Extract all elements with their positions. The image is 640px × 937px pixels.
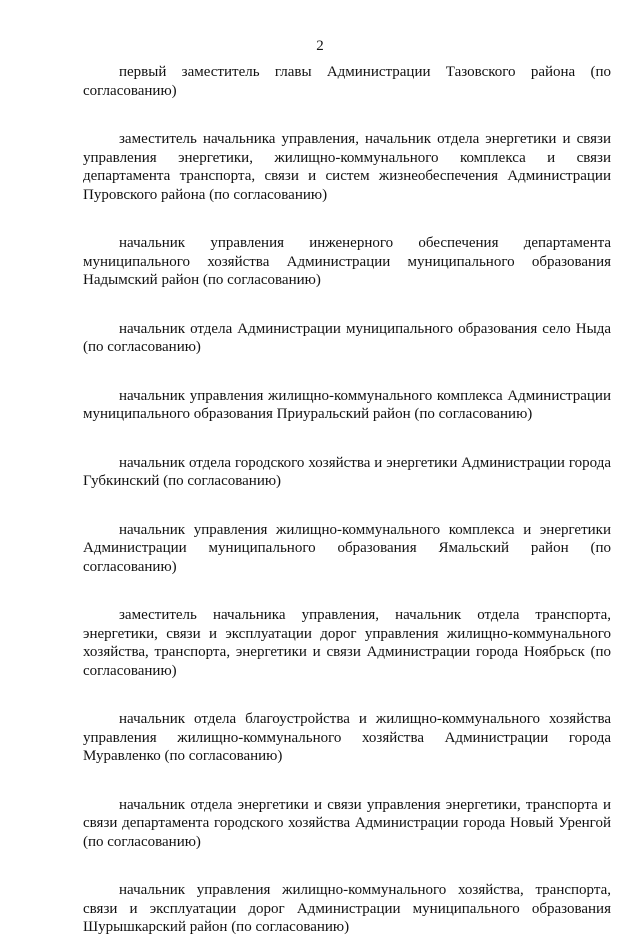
list-item: начальник отдела благоустройства и жилищно-коммунального хозяйства управления жилищно-коммунального хозяйства Администрации города Муравленко (по согласованию) bbox=[83, 711, 611, 764]
list-item: заместитель начальника управления, начальник отдела транспорта, энергетики, связи и эксплуатации дорог управления жилищно-коммунального хозяйства, транспорта, энергетики и связи Администрации города Ноябрьск (по согласованию) bbox=[83, 607, 611, 679]
list-item: начальник отдела энергетики и связи управления энергетики, транспорта и связи департамента городского хозяйства Администрации города Новый Уренгой (по согласованию) bbox=[83, 796, 611, 850]
list-item: начальник отдела Администрации муниципального образования село Ныда (по согласованию) bbox=[83, 320, 611, 355]
member-list bbox=[83, 63, 611, 937]
list-item: заместитель начальника управления, начальник отдела энергетики и связи управления энергетики, жилищно-коммунального комплекса и связи департамента транспорта, связи и систем жизнеобеспечения Администрации Пуровского района (по согласованию) bbox=[83, 131, 611, 203]
page-number: 2 bbox=[316, 38, 324, 54]
list-item: начальник управления жилищно-коммунального комплекса и энергетики Администрации муниципального образования Ямальский район (по согласованию) bbox=[83, 521, 611, 575]
list-item: начальник управления жилищно-коммунального хозяйства, транспорта, связи и эксплуатации дорог Администрации муниципального образования Шурышкарский район (по согласованию) bbox=[83, 882, 611, 935]
list-item: начальник управления инженерного обеспечения департамента муниципального хозяйства Администрации муниципального образования Надымский район (по согласованию) bbox=[83, 235, 611, 288]
list-item: начальник управления жилищно-коммунального комплекса Администрации муниципального образования Приуральский район (по согласованию) bbox=[83, 387, 611, 422]
list-item: первый заместитель главы Администрации Тазовского района (по согласованию) bbox=[83, 64, 611, 99]
list-item: начальник отдела городского хозяйства и энергетики Администрации города Губкинский (по согласованию) bbox=[83, 454, 611, 489]
